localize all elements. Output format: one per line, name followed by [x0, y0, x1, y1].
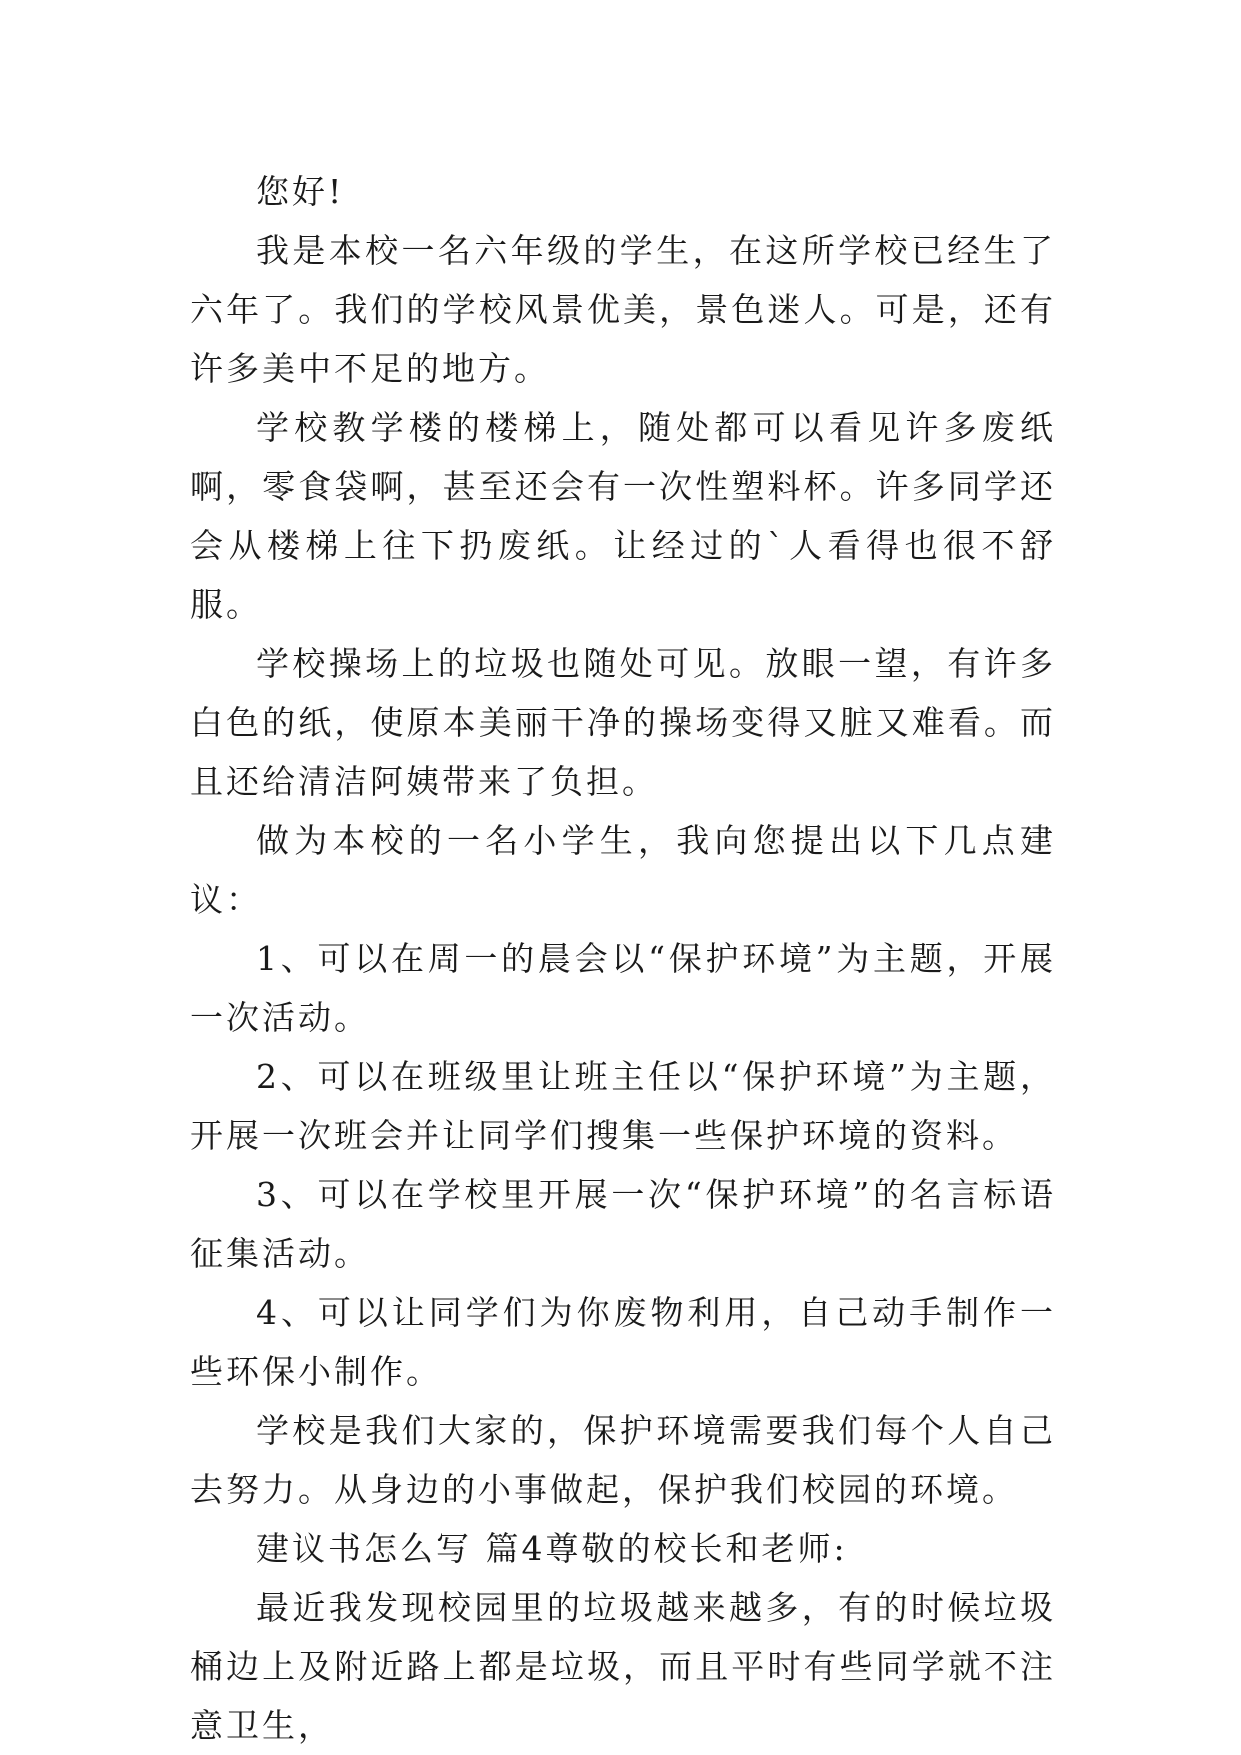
- body-paragraph: 我是本校一名六年级的学生，在这所学校已经生了六年了。我们的学校风景优美，景色迷人。可是，还有许多美中不足的地方。: [190, 231, 1056, 388]
- greeting-paragraph: 您好!: [256, 172, 345, 211]
- body-paragraph: 学校教学楼的楼梯上，随处都可以看见许多废纸啊，零食袋啊，甚至还会有一次性塑料杯。许多同学还会从楼梯上往下扔废纸。让经过的`人看得也很不舒服。: [190, 408, 1056, 624]
- suggestion-item: 2、可以在班级里让班主任以“保护环境”为主题，开展一次班会并让同学们搜集一些保护环境的资料。: [190, 1057, 1056, 1155]
- section-heading: 建议书怎么写 篇4尊敬的校长和老师:: [256, 1529, 848, 1568]
- body-paragraph: 最近我发现校园里的垃圾越来越多，有的时候垃圾桶边上及附近路上都是垃圾，而且平时有些同学就不注意卫生，: [190, 1588, 1056, 1745]
- suggestion-item: 3、可以在学校里开展一次“保护环境”的名言标语征集活动。: [190, 1175, 1056, 1273]
- document-body: [190, 162, 1056, 1755]
- body-paragraph: 做为本校的一名小学生，我向您提出以下几点建议：: [190, 821, 1056, 919]
- suggestion-item: 1、可以在周一的晨会以“保护环境”为主题，开展一次活动。: [190, 939, 1056, 1037]
- body-paragraph: 学校是我们大家的，保护环境需要我们每个人自己去努力。从身边的小事做起，保护我们校园的环境。: [190, 1411, 1056, 1509]
- body-paragraph: 学校操场上的垃圾也随处可见。放眼一望，有许多白色的纸，使原本美丽干净的操场变得又脏又难看。而且还给清洁阿姨带来了负担。: [190, 644, 1056, 801]
- suggestion-item: 4、可以让同学们为你废物利用，自己动手制作一些环保小制作。: [190, 1293, 1056, 1391]
